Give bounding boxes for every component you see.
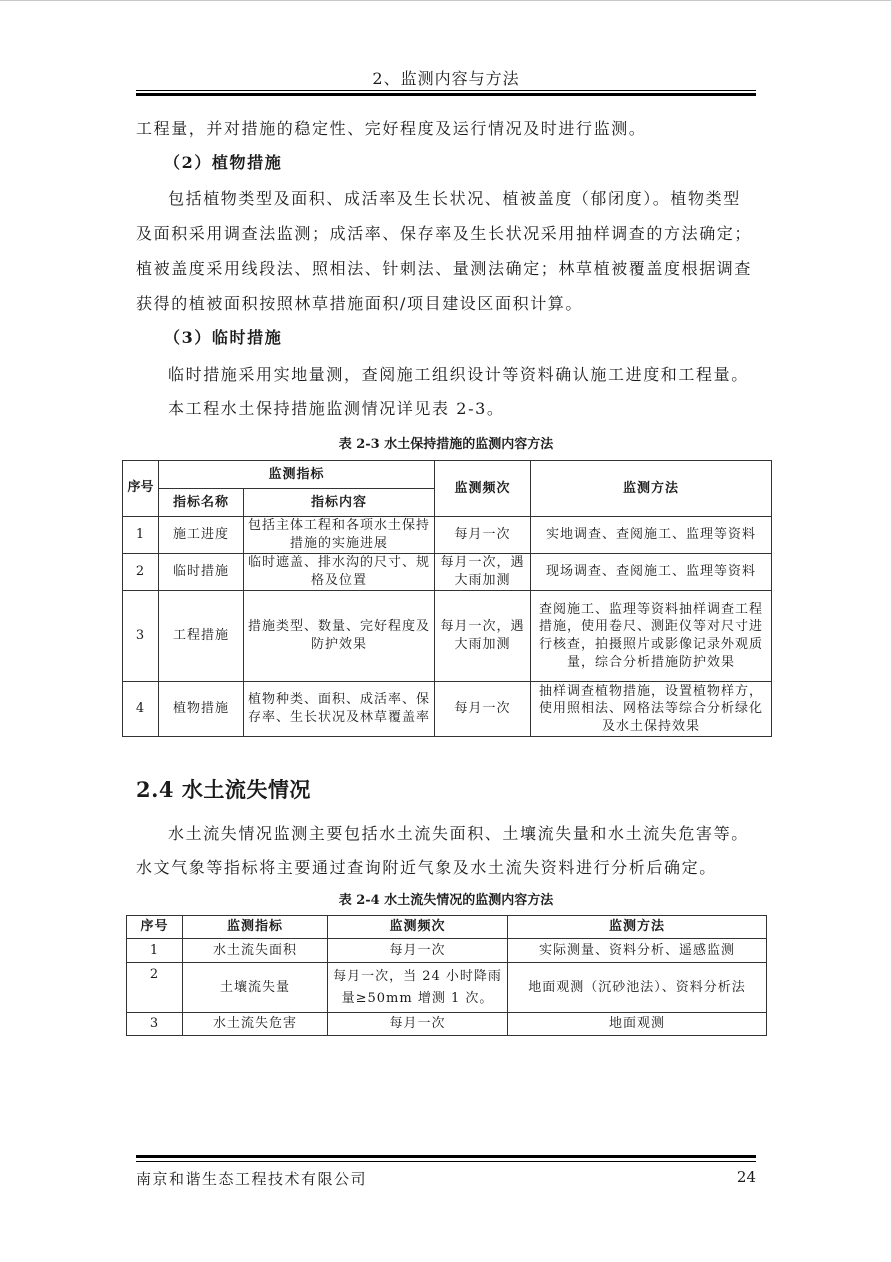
table-reference-line: 本工程水土保持措施监测情况详见表 2-3。	[168, 399, 505, 418]
cell-method: 地面观测（沉砂池法）、资料分析法	[508, 963, 767, 1013]
header-frequency: 监测频次	[328, 916, 508, 939]
cell-indicator: 水土流失危害	[183, 1013, 328, 1036]
cell-method: 抽样调查植物措施，设置植物样方，使用照相法、网格法等综合分析绿化及水土保持效果	[531, 682, 772, 737]
header-indicator-content: 指标内容	[244, 489, 435, 517]
cell-name: 植物措施	[159, 682, 244, 737]
cell-indicator: 土壤流失量	[183, 963, 328, 1013]
cell-frequency: 每月一次，遇大雨加测	[435, 591, 531, 682]
header-indicator-name: 指标名称	[159, 489, 244, 517]
plant-paragraph-line: 植被盖度采用线段法、照相法、针刺法、量测法确定；林草植被覆盖度根据调查	[136, 259, 753, 278]
header-indicator: 监测指标	[183, 916, 328, 939]
cell-name: 临时措施	[159, 554, 244, 591]
table-row	[123, 554, 772, 591]
cell-no: 4	[123, 682, 159, 737]
cell-frequency: 每月一次	[435, 682, 531, 737]
cell-frequency: 每月一次，遇大雨加测	[435, 554, 531, 591]
cell-method: 实际测量、资料分析、遥感监测	[508, 939, 767, 963]
table-header-row	[127, 916, 767, 939]
footer-rule-thick	[136, 1155, 756, 1158]
cell-frequency: 每月一次	[328, 1013, 508, 1036]
subheading-plant-measures: （2）植物措施	[164, 153, 283, 172]
header-rule-thick	[136, 93, 756, 96]
cell-method: 现场调查、查阅施工、监理等资料	[531, 554, 772, 591]
table-2-4-caption: 表 2-4 水土流失情况的监测内容方法	[338, 893, 554, 908]
cell-frequency: 每月一次	[328, 939, 508, 963]
cell-content: 包括主体工程和各项水土保持措施的实施进展	[244, 517, 435, 554]
plant-paragraph-line: 及面积采用调查法监测；成活率、保存率及生长状况采用抽样调查的方法确定；	[136, 224, 753, 243]
plant-paragraph-line: 包括植物类型及面积、成活率及生长状况、植被盖度（郁闭度）。植物类型	[168, 189, 741, 208]
header-indicator: 监测指标	[159, 461, 435, 489]
cell-name: 施工进度	[159, 517, 244, 554]
section-paragraph-line: 水文气象等指标将主要通过查询附近气象及水土流失资料进行分析后确定。	[136, 858, 717, 877]
table-2-3-caption: 表 2-3 水土保持措施的监测内容方法	[338, 437, 554, 452]
page-number: 24	[736, 1168, 756, 1186]
paragraph-continuation: 工程量，并对措施的稳定性、完好程度及运行情况及时进行监测。	[136, 119, 647, 138]
cell-no: 3	[127, 1013, 183, 1036]
table-row	[127, 939, 767, 963]
section-paragraph-line: 水土流失情况监测主要包括水土流失面积、土壤流失量和水土流失危害等。	[168, 824, 749, 843]
header-rule-thin	[136, 90, 756, 91]
temporary-paragraph: 临时措施采用实地量测，查阅施工组织设计等资料确认施工进度和工程量。	[168, 365, 749, 384]
header-seq: 序号	[127, 916, 183, 939]
running-header: 2、监测内容与方法	[372, 69, 520, 88]
table-row	[127, 1013, 767, 1036]
cell-no: 2	[127, 963, 183, 1013]
subheading-temporary-measures: （3）临时措施	[164, 328, 283, 347]
header-method: 监测方法	[508, 916, 767, 939]
cell-method: 实地调查、查阅施工、监理等资料	[531, 517, 772, 554]
table-header-row	[123, 461, 772, 489]
cell-content: 临时遮盖、排水沟的尺寸、规格及位置	[244, 554, 435, 591]
cell-no: 2	[123, 554, 159, 591]
cell-frequency: 每月一次	[435, 517, 531, 554]
table-2-4	[126, 915, 767, 1036]
cell-name: 工程措施	[159, 591, 244, 682]
page-top-border	[0, 0, 892, 1]
footer-rule-thin	[136, 1161, 756, 1162]
cell-content: 措施类型、数量、完好程度及防护效果	[244, 591, 435, 682]
cell-no: 1	[127, 939, 183, 963]
header-method: 监测方法	[531, 461, 772, 517]
cell-no: 1	[123, 517, 159, 554]
plant-paragraph-line: 获得的植被面积按照林草措施面积/项目建设区面积计算。	[136, 294, 583, 313]
footer-company: 南京和谐生态工程技术有限公司	[136, 1170, 368, 1188]
cell-method: 查阅施工、监理等资料抽样调查工程措施，使用卷尺、测距仪等对尺寸进行核查，拍摄照片或影像记录外观质量，综合分析措施防护效果	[531, 591, 772, 682]
table-row	[123, 682, 772, 737]
header-frequency: 监测频次	[435, 461, 531, 517]
cell-method: 地面观测	[508, 1013, 767, 1036]
section-heading-2-4: 2.4 水土流失情况	[136, 777, 311, 802]
table-row	[123, 591, 772, 682]
table-row	[123, 517, 772, 554]
table-row	[127, 963, 767, 1013]
cell-no: 3	[123, 591, 159, 682]
cell-frequency: 每月一次，当 24 小时降雨量≥50mm 增测 1 次。	[328, 963, 508, 1013]
table-2-3	[122, 460, 772, 737]
cell-content: 植物种类、面积、成活率、保存率、生长状况及林草覆盖率	[244, 682, 435, 737]
cell-indicator: 水土流失面积	[183, 939, 328, 963]
header-seq: 序号	[123, 461, 159, 517]
